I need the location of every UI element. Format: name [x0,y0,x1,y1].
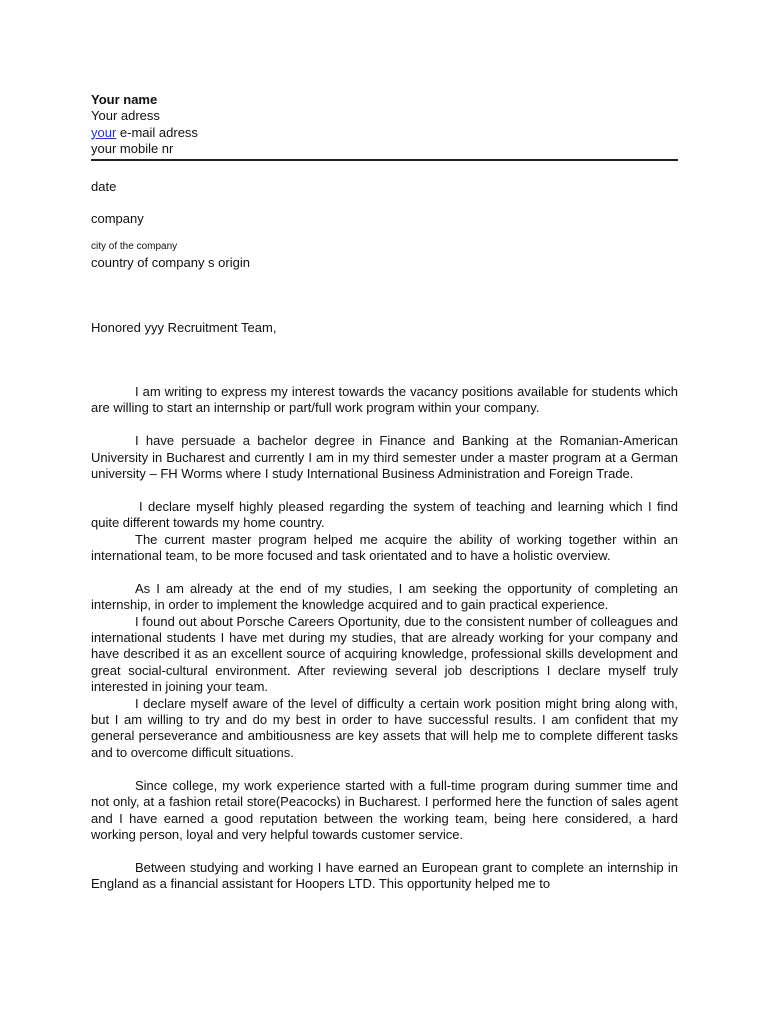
sender-block [91,92,678,158]
date-line: date [91,179,117,194]
letter-body [91,384,678,893]
header-divider [91,159,678,161]
sender-name: Your name [91,92,158,107]
paragraph: I found out about Porsche Careers Oportunity, due to the consistent number of colleagues and international students I have met during my studies, that are already working for your company and have described it as an excellent source of acquiring knowledge, professional skills development and great social-cultural environment. After reviewing several job descriptions I declare myself truly interested in joining your team. [91,613,678,695]
paragraph: As I am already at the end of my studies, I am seeking the opportunity of completing an internship, in order to implement the knowledge acquired and to gain practical experience. [91,580,678,613]
email-text: e-mail adress [116,124,198,140]
paragraph: I declare myself aware of the level of difficulty a certain work position might bring along with, but I am willing to try and do my best in order to have successful results. I am confident that my general perseverance and ambitiousness are key assets that will help me to complete different tasks and to overcome difficult situations. [91,695,678,760]
country-line: country of company s origin [91,255,250,270]
salutation: Honored yyy Recruitment Team, [91,320,277,335]
sender-address: Your adress [91,108,160,124]
sender-mobile: your mobile nr [91,141,174,157]
paragraph: I declare myself highly pleased regarding the system of teaching and learning which I find quite different towards my home country. [91,498,678,531]
paragraph: The current master program helped me acquire the ability of working together within an international team, to be more focused and task orientated and to have a holistic overview. [91,531,678,564]
paragraph: I am writing to express my interest towards the vacancy positions available for students which are willing to start an internship or part/full work program within your company. [91,384,678,416]
sender-email [91,125,678,141]
paragraph: Between studying and working I have earned an European grant to complete an internship in England as a financial assistant for Hoopers LTD. This opportunity helped me to [91,859,678,892]
email-link[interactable]: your [91,124,117,140]
company-line: company [91,211,144,226]
city-line: city of the company [91,241,178,252]
paragraph: Since college, my work experience started with a full-time program during summer time and not only, at a fashion retail store(Peacocks) in Bucharest. I performed here the function of sales agent and I have earned a good reputation between the working team, being here considered, a hard working person, loyal and very helpful towards customer service. [91,777,678,842]
paragraph: I have persuade a bachelor degree in Finance and Banking at the Romanian-American University in Bucharest and currently I am in my third semester under a master program at a German university – FH Worms where I study International Business Administration and Foreign Trade. [91,433,678,482]
